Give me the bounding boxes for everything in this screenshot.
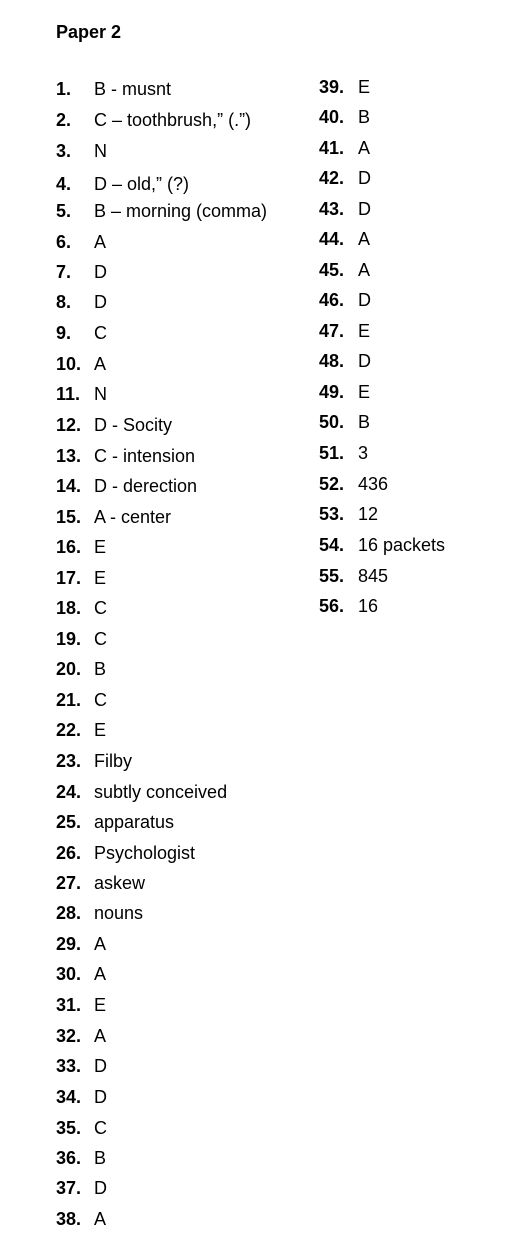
answer-text: 3 — [358, 443, 369, 463]
question-number: 50. — [319, 412, 345, 432]
answer-text: D — [358, 168, 371, 188]
question-number: 7. — [56, 262, 72, 282]
question-number: 43. — [319, 199, 345, 219]
answer-text: E — [94, 568, 107, 588]
question-number: 37. — [56, 1178, 82, 1198]
question-number: 10. — [56, 354, 82, 374]
answer-text: E — [358, 77, 371, 97]
answer-text: C – toothbrush,” (.”) — [94, 110, 252, 130]
answer-text: C — [94, 598, 107, 618]
question-number: 9. — [56, 323, 72, 343]
answer-text: A — [94, 1026, 107, 1046]
question-number: 38. — [56, 1209, 82, 1229]
question-number: 20. — [56, 659, 82, 679]
answer-text: A — [94, 964, 107, 984]
question-number: 44. — [319, 229, 345, 249]
question-number: 2. — [56, 110, 72, 130]
question-number: 41. — [319, 138, 345, 158]
question-number: 21. — [56, 690, 82, 710]
question-number: 19. — [56, 629, 82, 649]
answer-text: B — [358, 412, 371, 432]
answer-text: E — [358, 321, 371, 341]
answer-text: Psychologist — [94, 843, 196, 863]
question-number: 35. — [56, 1118, 82, 1138]
answer-text: E — [94, 995, 107, 1015]
question-number: 54. — [319, 535, 345, 555]
question-number: 17. — [56, 568, 82, 588]
answer-text: B — [94, 659, 107, 679]
answer-text: B — [94, 1148, 107, 1168]
question-number: 18. — [56, 598, 82, 618]
question-number: 36. — [56, 1148, 82, 1168]
answer-text: N — [94, 141, 107, 161]
question-number: 34. — [56, 1087, 82, 1107]
answer-text: A — [358, 229, 371, 249]
answer-text: A — [94, 232, 107, 252]
question-number: 27. — [56, 873, 82, 893]
question-number: 53. — [319, 504, 345, 524]
question-number: 25. — [56, 812, 82, 832]
answer-text: 12 — [358, 504, 379, 524]
question-number: 15. — [56, 507, 82, 527]
answer-text: C — [94, 1118, 107, 1138]
question-number: 1. — [56, 79, 72, 99]
question-number: 40. — [319, 107, 345, 127]
question-number: 31. — [56, 995, 82, 1015]
answer-column-right — [319, 0, 504, 1250]
answer-text: 845 — [358, 566, 389, 586]
question-number: 26. — [56, 843, 82, 863]
question-number: 4. — [56, 174, 72, 194]
answer-text: D — [94, 1056, 107, 1076]
answer-text: D – old,” (?) — [94, 174, 190, 194]
answer-text: D — [94, 292, 107, 312]
answer-text: subtly conceived — [94, 782, 228, 802]
answer-text: A — [358, 260, 371, 280]
answer-text: nouns — [94, 903, 144, 923]
answer-text: A — [94, 1209, 107, 1229]
answer-text: E — [94, 720, 107, 740]
question-number: 13. — [56, 446, 82, 466]
answer-text: D — [94, 1178, 107, 1198]
question-number: 11. — [56, 384, 81, 404]
answer-text: B — [358, 107, 371, 127]
answer-text: C — [94, 690, 107, 710]
answer-text: C — [94, 323, 107, 343]
question-number: 3. — [56, 141, 72, 161]
question-number: 52. — [319, 474, 345, 494]
answer-text: 16 — [358, 596, 379, 616]
question-number: 8. — [56, 292, 72, 312]
answer-text: A - center — [94, 507, 172, 527]
answer-text: askew — [94, 873, 146, 893]
answer-text: D — [358, 199, 371, 219]
question-number: 47. — [319, 321, 345, 341]
question-number: 12. — [56, 415, 82, 435]
answer-text: B – morning (comma) — [94, 201, 268, 221]
question-number: 42. — [319, 168, 345, 188]
answer-text: 16 packets — [358, 535, 446, 555]
answer-text: apparatus — [94, 812, 175, 832]
question-number: 28. — [56, 903, 82, 923]
question-number: 51. — [319, 443, 345, 463]
answer-text: D — [358, 351, 371, 371]
answer-text: E — [358, 382, 371, 402]
answer-text: D — [358, 290, 371, 310]
answer-text: C - intension — [94, 446, 196, 466]
question-number: 48. — [319, 351, 345, 371]
answer-text: D - derection — [94, 476, 198, 496]
question-number: 49. — [319, 382, 345, 402]
question-number: 45. — [319, 260, 345, 280]
question-number: 24. — [56, 782, 82, 802]
question-number: 32. — [56, 1026, 82, 1046]
page-title: Paper 2 — [56, 22, 122, 42]
answer-text: C — [94, 629, 107, 649]
answer-text: E — [94, 537, 107, 557]
answer-text: D — [94, 262, 107, 282]
question-number: 29. — [56, 934, 82, 954]
question-number: 33. — [56, 1056, 82, 1076]
answer-text: A — [94, 934, 107, 954]
question-number: 46. — [319, 290, 345, 310]
answer-text: N — [94, 384, 107, 404]
answer-text: A — [358, 138, 371, 158]
answer-text: D — [94, 1087, 107, 1107]
question-number: 6. — [56, 232, 72, 252]
answer-text: D - Socity — [94, 415, 173, 435]
question-number: 14. — [56, 476, 82, 496]
answer-text: Filby — [94, 751, 133, 771]
question-number: 22. — [56, 720, 82, 740]
answer-text: A — [94, 354, 107, 374]
question-number: 16. — [56, 537, 82, 557]
answer-text: B - musnt — [94, 79, 172, 99]
question-number: 39. — [319, 77, 345, 97]
question-number: 30. — [56, 964, 82, 984]
question-number: 56. — [319, 596, 345, 616]
question-number: 55. — [319, 566, 345, 586]
answer-column-left — [56, 0, 306, 1250]
question-number: 5. — [56, 201, 72, 221]
question-number: 23. — [56, 751, 82, 771]
answer-text: 436 — [358, 474, 389, 494]
